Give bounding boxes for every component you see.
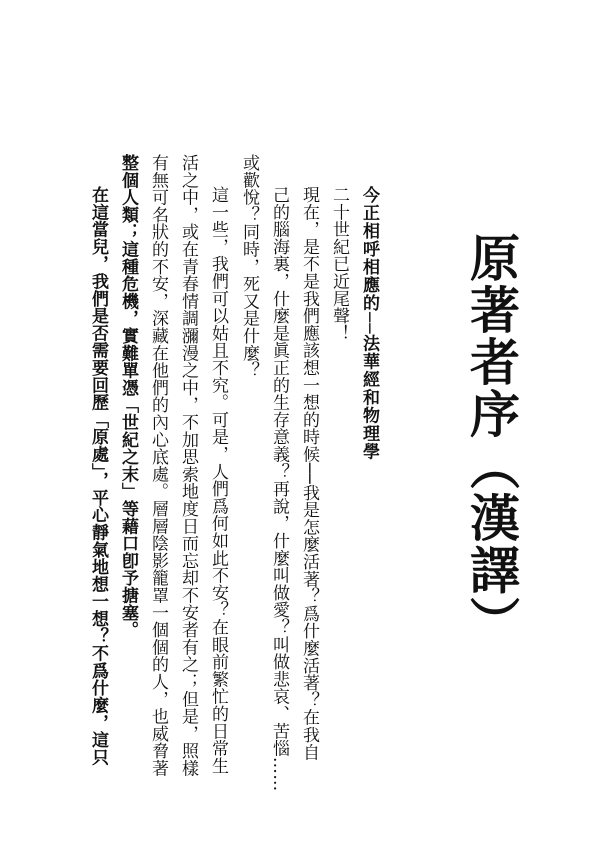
body-line-8: 整個人類；這種危機，實難單憑「世紀之末」等藉口卽予搪塞。 [118,154,138,639]
body-line-7: 有無可名狀的不安，深藏在他們的內心底處。層層陰影籠罩一個個的人，也威脅著 [148,154,168,777]
body-line-4: 或歡悅？同時，死又是什麼？ [239,154,259,379]
preface-title: 原著者序（漢譯） [462,232,521,648]
body-line-2: 現在，是不是我們應該想一想的時候──我是怎麼活著？爲什麼活著？在我自 [299,186,319,761]
body-line-5: 這一些，我們可以姑且不究。可是，人們爲何如此不安？在眼前繁忙的日常生 [208,186,228,775]
body-line-9: 在這當兒，我們是否需要回歷「原處」，平心靜氣地想一想？不爲什麼，這只 [88,186,108,766]
body-line-6: 活之中，或在青春情調瀰漫之中，不加思索地度日而忘却不安者有之；但是，照樣 [178,154,198,777]
preface-subtitle: 今正相呼相應的──法華經和物理學 [359,186,379,461]
body-line-3: 己的腦海裏，什麼是眞正的生存意義？再說，什麼叫做愛？叫做悲哀、苦惱…… [269,186,289,792]
body-line-1: 二十世紀已近尾聲！ [329,186,349,342]
